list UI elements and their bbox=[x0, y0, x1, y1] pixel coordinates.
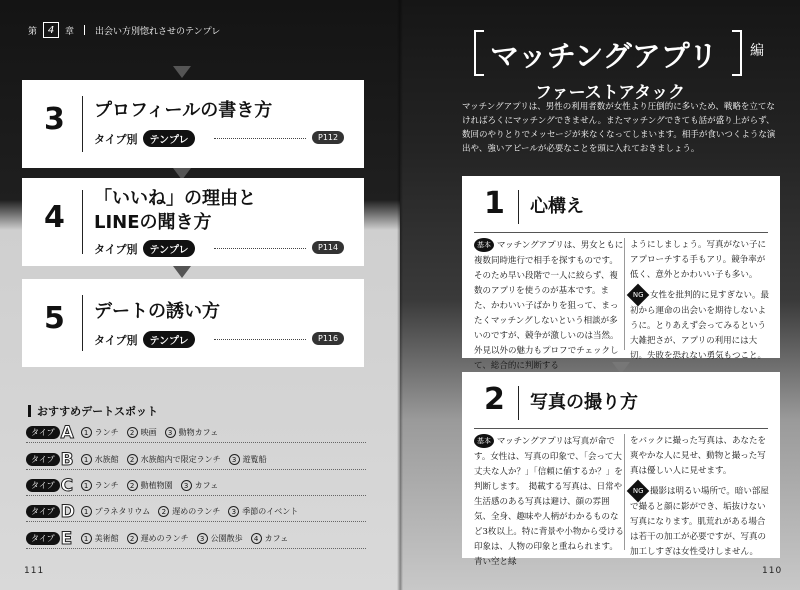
item-number: 1 bbox=[81, 506, 92, 517]
right-column bbox=[630, 238, 770, 364]
item-number: 3 bbox=[181, 480, 192, 491]
basic-badge: 基本 bbox=[474, 238, 494, 252]
section-rule bbox=[474, 232, 768, 233]
type-badge: タイプ bbox=[26, 479, 60, 492]
basic-column bbox=[474, 434, 624, 570]
type-badge: タイプ bbox=[26, 505, 60, 518]
column-divider bbox=[624, 434, 625, 550]
page-number-right: 110 bbox=[762, 566, 783, 576]
card-title: デートの誘い方 bbox=[94, 301, 220, 322]
type-letter: C bbox=[60, 475, 74, 496]
template-badge: テンプレ bbox=[143, 130, 194, 147]
title-text: マッチングアプリ bbox=[490, 39, 718, 73]
card-subtitle bbox=[94, 331, 195, 348]
spot-row-b bbox=[26, 450, 366, 470]
chapter-divider bbox=[84, 25, 85, 35]
card-title-line-2: LINEの聞き方 bbox=[94, 212, 212, 233]
spot-item: 遅めのランチ bbox=[140, 534, 189, 543]
section-rule bbox=[474, 428, 768, 429]
card-divider bbox=[82, 295, 83, 351]
right-column bbox=[630, 434, 770, 560]
ng-icon: NG bbox=[627, 284, 650, 307]
ng-text: 女性を批判的に見すぎない。最初から運命の出会いを期待しないように。とりあえず会ってみるという大雑把さが、アプリの利用には大切。失敗を恐れない勇気もつこと。 bbox=[630, 290, 770, 361]
card-sub-label: タイプ別 bbox=[94, 333, 138, 347]
toc-card-3[interactable] bbox=[22, 80, 364, 168]
item-number: 2 bbox=[127, 454, 138, 465]
item-number: 2 bbox=[127, 427, 138, 438]
spot-item: 動植物園 bbox=[140, 481, 173, 490]
chapter-title: 出会い方別惚れさせのテンプレ bbox=[95, 26, 221, 37]
card-subtitle bbox=[94, 130, 195, 147]
type-letter: D bbox=[60, 501, 75, 522]
type-badge: タイプ bbox=[26, 426, 60, 439]
basic-text: マッチングアプリは写真が命です。女性は、写真の印象で、「会って大丈夫な人か？」「信頼に値するか？」を判断します。 掲載する写真は、日常や生活感のある写真は避け、顔の雰囲気、全身、趣味や人柄がわかるものなど3枚以上。特に背景や小物から受ける印象は、人物の印象と重ねられます。青い空と緑 bbox=[474, 436, 624, 567]
dotted-leader bbox=[214, 339, 306, 340]
toc-card-4[interactable] bbox=[22, 178, 364, 266]
date-spots-heading bbox=[28, 403, 158, 419]
chapter-label-post: 章 bbox=[65, 26, 75, 37]
spot-item: プラネタリウム bbox=[94, 507, 151, 516]
basic-text: マッチングアプリは、男女ともに複数同時進行で相手を探すものです。そのため早い段階で一人に絞らず、複数のアプリを使うのが基本です。また、かわいい子ばかりを狙って、まったくマッチングしないという相談が多いのですが、競争が激しいのは当然。外見以外の魅力もプロフでチェックして、総合的に判断する bbox=[474, 240, 624, 371]
spot-row-e bbox=[26, 529, 366, 549]
book-spine bbox=[397, 0, 403, 590]
template-badge: テンプレ bbox=[143, 331, 194, 348]
item-number: 2 bbox=[158, 506, 169, 517]
chapter-header bbox=[28, 22, 220, 38]
toc-card-5[interactable] bbox=[22, 279, 364, 367]
right-bracket bbox=[732, 30, 742, 76]
left-bracket bbox=[474, 30, 484, 76]
intro-paragraph: マッチングアプリは、男性の利用者数が女性より圧倒的に多いため、戦略を立てなければろくにマッチングできません。またマッチングできても話が盛り上がらず、数回のやりとりでメッセージが来なくなってしまいます。相手が食いつくような演出や、強いアピールが必要なことを頭に入れておきましょう。 bbox=[462, 102, 776, 154]
ng-block bbox=[630, 483, 770, 560]
basic-column bbox=[474, 238, 624, 374]
item-number: 1 bbox=[81, 454, 92, 465]
ng-icon: NG bbox=[627, 480, 650, 503]
card-sub-label: タイプ別 bbox=[94, 132, 138, 146]
section-card-2 bbox=[462, 372, 780, 567]
spot-item: 公園散歩 bbox=[210, 534, 243, 543]
template-badge: テンプレ bbox=[143, 240, 194, 257]
ng-text: 撮影は明るい場所で。暗い部屋で撮ると顔に影ができ、垢抜けない写真になります。肌荒れがある場合は若干の加工が必要ですが、写真の加工しすぎは女性受けしません。 bbox=[630, 486, 769, 557]
card-number: 4 bbox=[44, 200, 65, 235]
column-divider bbox=[624, 238, 625, 350]
dotted-leader bbox=[214, 138, 306, 139]
page-ref: P116 bbox=[312, 332, 344, 345]
spot-item: ランチ bbox=[94, 428, 119, 437]
continued-text: をバックに撮った写真は、あなたを爽やかな人に見せ、動物と撮った写真は優しい人に見せます。 bbox=[630, 436, 767, 476]
spot-item: 動物カフェ bbox=[178, 428, 219, 437]
item-number: 3 bbox=[165, 427, 176, 438]
chapter-label-pre: 第 bbox=[28, 26, 38, 37]
section-title bbox=[474, 30, 744, 76]
spot-item: 季節のイベント bbox=[242, 507, 299, 516]
section-subtitle: ファーストアタック bbox=[535, 83, 686, 103]
item-number: 3 bbox=[197, 533, 208, 544]
spot-item: ランチ bbox=[94, 481, 119, 490]
ng-block bbox=[630, 287, 770, 364]
section-heading: 写真の撮り方 bbox=[530, 392, 638, 413]
continued-text: ようにしましょう。写真がない子にアプローチする手もアリ。競争率が低く、意外とかわいい子も多い。 bbox=[630, 240, 767, 280]
spot-item: 水族館 bbox=[94, 455, 119, 464]
dotted-leader bbox=[214, 248, 306, 249]
spot-item: 遊覧船 bbox=[242, 455, 267, 464]
spot-item: カフェ bbox=[194, 481, 219, 490]
card-title: プロフィールの書き方 bbox=[94, 100, 273, 121]
section-divider bbox=[518, 386, 519, 420]
section-card-1 bbox=[462, 176, 780, 371]
chapter-number: 4 bbox=[43, 22, 59, 38]
section-divider bbox=[518, 190, 519, 224]
card-number: 5 bbox=[44, 301, 65, 336]
card-divider bbox=[82, 190, 83, 254]
type-badge: タイプ bbox=[26, 532, 60, 545]
item-number: 3 bbox=[228, 506, 239, 517]
card-title-line-1: 「いいね」の理由と bbox=[94, 188, 256, 209]
item-number: 1 bbox=[81, 480, 92, 491]
item-number: 3 bbox=[229, 454, 240, 465]
item-number: 1 bbox=[81, 427, 92, 438]
arrow-down-icon bbox=[173, 266, 191, 278]
spot-row-a bbox=[26, 423, 366, 443]
card-divider bbox=[82, 96, 83, 152]
arrow-down-icon bbox=[173, 66, 191, 78]
page-ref: P112 bbox=[312, 131, 344, 144]
spot-item: カフェ bbox=[264, 534, 289, 543]
item-number: 1 bbox=[81, 533, 92, 544]
page-ref: P114 bbox=[312, 241, 344, 254]
spot-item: 映画 bbox=[140, 428, 157, 437]
spot-item: 水族館内で限定ランチ bbox=[140, 455, 221, 464]
item-number: 2 bbox=[127, 480, 138, 491]
section-heading: 心構え bbox=[530, 196, 584, 217]
card-sub-label: タイプ別 bbox=[94, 242, 138, 256]
type-letter: A bbox=[60, 422, 74, 443]
title-suffix: 編 bbox=[750, 43, 764, 59]
item-number: 2 bbox=[127, 533, 138, 544]
type-letter: B bbox=[60, 449, 74, 470]
spot-item: 美術館 bbox=[94, 534, 119, 543]
spot-item: 遅めのランチ bbox=[172, 507, 221, 516]
type-letter: E bbox=[60, 528, 73, 549]
heading-bar bbox=[28, 405, 31, 417]
type-badge: タイプ bbox=[26, 453, 60, 466]
date-spots-title: おすすめデートスポット bbox=[37, 405, 158, 418]
spot-row-c bbox=[26, 476, 366, 496]
section-number: 1 bbox=[484, 186, 505, 221]
page-number-left: 111 bbox=[24, 566, 45, 576]
card-subtitle bbox=[94, 240, 195, 257]
item-number: 4 bbox=[251, 533, 262, 544]
section-number: 2 bbox=[484, 382, 505, 417]
basic-badge: 基本 bbox=[474, 434, 494, 448]
spot-row-d bbox=[26, 502, 366, 522]
card-number: 3 bbox=[44, 102, 65, 137]
